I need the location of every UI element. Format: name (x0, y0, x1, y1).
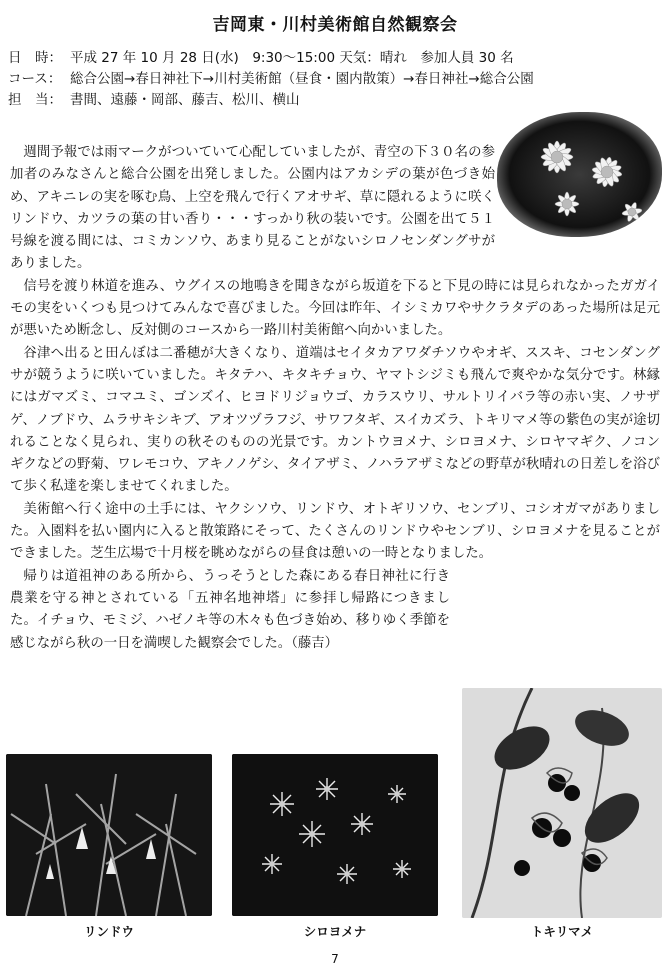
article-body (10, 142, 660, 655)
paragraph: 谷津へ出ると田んぼは二番穂が大きくなり、道端はセイタカアワダチソウやオギ、ススキ、コセンダングサが競うように咲いていました。キタテハ、キタキチョウ、ヤマトシジミも飛んで爽やかな気分です。林縁にはガマズミ、コマユミ、ゴンズイ、ヒヨドリジョウゴ、カラスウリ、サルトリイバラ等の赤い実、ノサザゲ、ノブドウ、ムラサキシキブ、アオツヅラフジ、サワフタギ、スイカズラ、トキリマメ等の紫色の実が途切れることなく見られ、実りの秋そのものの光景です。カントウヨメナ、シロヨメナ、シロヤマギク、ノコンギクなどの野菊、ワレモコウ、アキノノゲシ、タイアザミ、ノハラアザミなどの野草が秋晴れの日差しを浴びて歩く私達を楽しませてくれました。 (10, 345, 660, 495)
meta-date-row (8, 48, 663, 69)
paragraph: 信号を渡り林道を進み、ウグイスの地鳴きを聞きながら坂道を下ると下見の時には見られなかったガガイモの実をいくつも見つけてみんなで喜びました。今回は昨年、イシミカワやサクラタデのあった場所は足元が悪いため断念し、反対側のコースから一路川村美術館へ向かいました。 (10, 278, 660, 339)
caption-shiroyomena: シロヨメナ (303, 924, 367, 939)
caption-rindou: リンドウ (83, 924, 134, 939)
paragraph: 美術館へ行く途中の土手には、ヤクシソウ、リンドウ、オトギリソウ、センブリ、コシオガマがありました。入園料を払い園内に入ると散策路にそって、たくさんのリンドウやセンブリ、シロヨメナを見ることができました。芝生広場で十月桜を眺めながらの昼食は憩いの一時となりました。 (10, 501, 660, 562)
photo-tokirimame-image (462, 688, 662, 918)
meta-date-value: 平成 27 年 10 月 28 日(水) 9:30～15:00 天気：晴れ 参加人員 30 名 (70, 50, 514, 66)
paragraph: 帰りは道祖神のある所から、うっそうとした森にある春日神社に行き農業を守る神とされている「五神名地神塔」に参拝し帰路につきました。イチョウ、モミジ、ハゼノキ等の木々も色づき始め、移りゆく季節を感じながら秋の一日を満喫した観察会でした。（藤吉） (10, 568, 450, 651)
meta-course-value: 総合公園→春日神社下→川村美術館（昼食・園内散策）→春日神社→総合公園 (70, 71, 534, 87)
meta-date-label: 日 時： (8, 50, 62, 66)
caption-tokirimame: トキリマメ (530, 924, 594, 939)
meta-staff-row (8, 90, 663, 111)
paragraph: 週間予報では雨マークがついていて心配していましたが、青空の下３０名の参加者のみなさんと総合公園を出発しました。公園内はアカシデの葉が色づき始め、アキニレの実を啄む鳥、上空を飛んで行くアオサギ、草に隠れるように咲くリンドウ、カツラの葉の甘い香り・・・すっかり秋の装いです。公園を出て５１号線を渡る間には、コミカンソウ、あまり見ることがないシロノセンダングサがありました。 (10, 145, 495, 272)
meta-staff-label: 担 当： (8, 92, 62, 108)
photo-rindou (6, 754, 212, 916)
meta-course-label: コース： (8, 71, 62, 87)
photo-tokirimame (462, 688, 662, 918)
meta-course-row (8, 69, 663, 90)
page-number: 7 (331, 952, 339, 966)
meta-staff-value: 書間、遠藤・岡部、藤吉、松川、横山 (70, 92, 300, 108)
event-meta (8, 48, 663, 111)
photo-rindou-image (6, 754, 212, 916)
photo-shiroyomena-image (232, 754, 438, 916)
photo-shiroyomena (232, 754, 438, 916)
page-title: 吉岡東・川村美術館自然観察会 (212, 15, 458, 35)
